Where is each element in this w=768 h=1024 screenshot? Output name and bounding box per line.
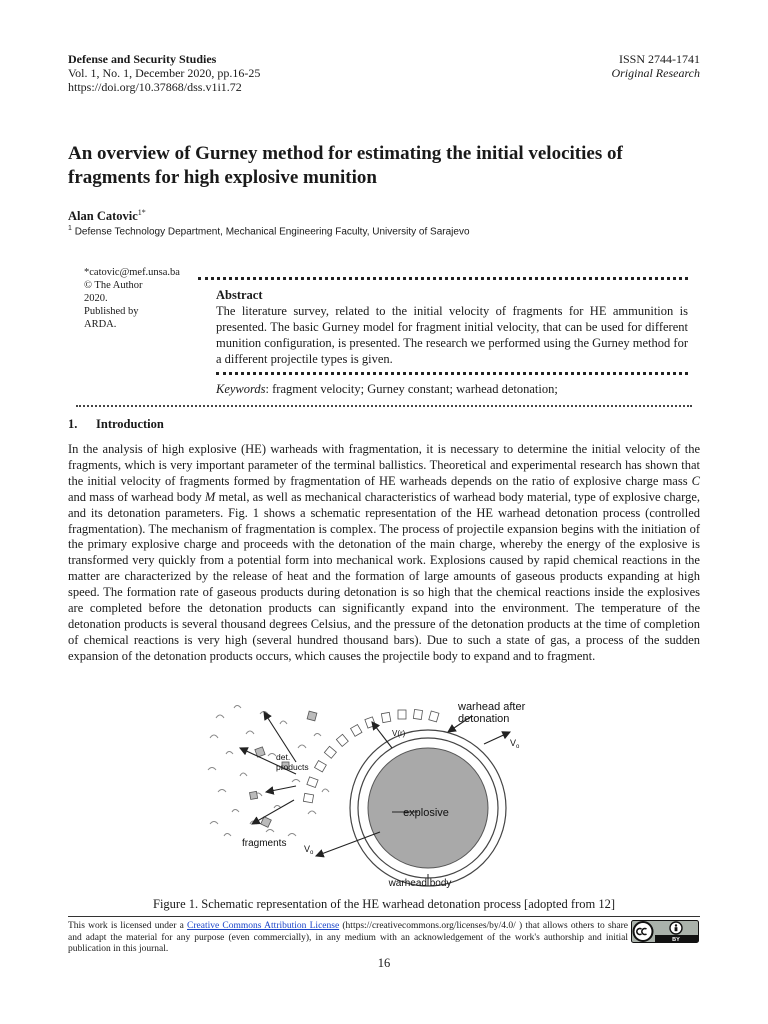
journal-name: Defense and Security Studies xyxy=(68,52,217,66)
doi-link[interactable]: https://doi.org/10.37868/dss.v1i1.72 xyxy=(68,80,242,94)
page-number: 16 xyxy=(377,956,391,970)
var-c: C xyxy=(691,473,700,488)
article-type: Original Research xyxy=(611,66,700,80)
article-sidebar xyxy=(84,266,198,331)
license-text-b: (https://creativecommons.org/licenses/by/4.0/ ) that allows others to share and adapt the material for any purpose (even commercially), in any medium with an acknowledgement of the work's authorship and initial publication in this journal. xyxy=(68,921,628,954)
keywords-rule xyxy=(76,405,692,407)
license-note xyxy=(68,921,628,956)
license-text-a: This work is licensed under a xyxy=(68,921,188,931)
label-products: products xyxy=(276,762,309,772)
corresponding-email[interactable]: *catovic@mef.unsa.ba xyxy=(84,267,180,278)
author xyxy=(68,208,146,224)
abstract-text: The literature survey, related to the initial velocity of fragments for HE ammunition is presented. The basic Gurney model for fragment initial velocity, that can be used for different munition configuration, is presented. The research we performed using the Gurney method for a different projectile types is given. xyxy=(216,304,688,366)
publisher: ARDA. xyxy=(84,319,117,330)
label-warhead-body: warhead body xyxy=(388,878,452,889)
affiliation-text: Defense Technology Department, Mechanical Engineering Faculty, University of Sarajevo xyxy=(74,226,470,238)
journal-meta xyxy=(611,52,700,80)
author-name: Alan Catovic xyxy=(68,209,138,224)
label-v0-top: $V_o$ xyxy=(510,738,520,750)
figure-caption: Figure 1. Schematic representation of the HE warhead detonation process [adopted from 12] xyxy=(153,897,615,911)
var-m: M xyxy=(204,489,216,504)
intro-text-b: and mass of warhead body xyxy=(68,489,205,504)
intro-paragraph xyxy=(68,442,700,665)
section-heading xyxy=(68,417,164,432)
author-mark: 1* xyxy=(137,208,146,217)
intro-text-c: metal, as well as mechanical characteristics of warhead body material, type of explosive charge, and its detonation parameters. Fig. 1 shows a schematic representation of the HE warhead detonation process (controlled fragmentation). The mechanism of fragmentation is complex. The process of projectile expansion begins with the initiation of the primary explosive charge and proceeds with the detonation of the main charge, whereby the energy of the explosive is transformed very quickly from a potential form into mechanical work. Explosions caused by rapid chemical reactions in the matter are characterized by the release of heat and the formation of large amounts of gaseous products expanding at high speed. The formation rate of gaseous products during detonation is so high that the chemical reactions inside the explosives are completed before the detonation products can significantly expand into the environment. The temperature of the detonation products is several thousand degrees Celsius, and the pressure of the detonation products at the time of completion of chemical reactions is very high (several hundred thousand bars). Due to such a state of gas, a process of the sudden expansion of the detonation products occurs, which causes the projectile body to expand and to fragment. xyxy=(68,489,700,663)
copyright-line: © The Author xyxy=(84,280,143,291)
label-det: det. xyxy=(276,752,291,762)
label-vr: V(r) xyxy=(392,729,406,738)
keywords-text: : fragment velocity; Gurney constant; warhead detonation; xyxy=(265,382,558,396)
keywords-label: Keywords xyxy=(216,382,266,396)
footer-rule xyxy=(68,916,700,917)
label-v0-bottom: $V_o$ xyxy=(304,844,314,856)
published-by: Published by xyxy=(84,306,139,317)
journal-volume: Vol. 1, No. 1, December 2020, pp.16-25 xyxy=(68,66,261,80)
section-number: 1. xyxy=(68,417,78,431)
copyright-year: 2020. xyxy=(84,293,108,304)
label-fragments: fragments xyxy=(242,838,287,849)
abstract-top-rule xyxy=(198,277,688,280)
affiliation xyxy=(68,225,470,237)
cc-by-badge[interactable] xyxy=(631,920,699,943)
by-label: BY xyxy=(672,937,680,943)
label-explosive: explosive xyxy=(403,807,449,819)
label-detonation: detonation xyxy=(458,713,510,725)
journal-header xyxy=(68,52,260,94)
intro-text-a: In the analysis of high explosive (HE) warheads with fragmentation, it is necessary to determine the initial velocity of the fragments, which is very important parameter of the terminal ballistics. Theoretical and experimental research has shown that the initial velocity of fragments formed by fragmentation of HE warheads depends on the ratio of explosive charge mass xyxy=(68,442,700,488)
abstract-heading: Abstract xyxy=(216,288,263,302)
affiliation-mark: 1 xyxy=(68,225,72,232)
keywords xyxy=(216,382,688,397)
issn: ISSN 2744-1741 xyxy=(618,52,700,66)
section-title: Introduction xyxy=(96,417,164,431)
paper-title: An overview of Gurney method for estimating the initial velocities of fragments for high explosive munition xyxy=(68,143,623,188)
license-link[interactable]: Creative Commons Attribution License xyxy=(187,921,340,931)
label-warhead-after: warhead after xyxy=(458,701,526,713)
abstract-bottom-rule xyxy=(216,372,688,375)
warhead-detonation-figure xyxy=(196,696,572,892)
